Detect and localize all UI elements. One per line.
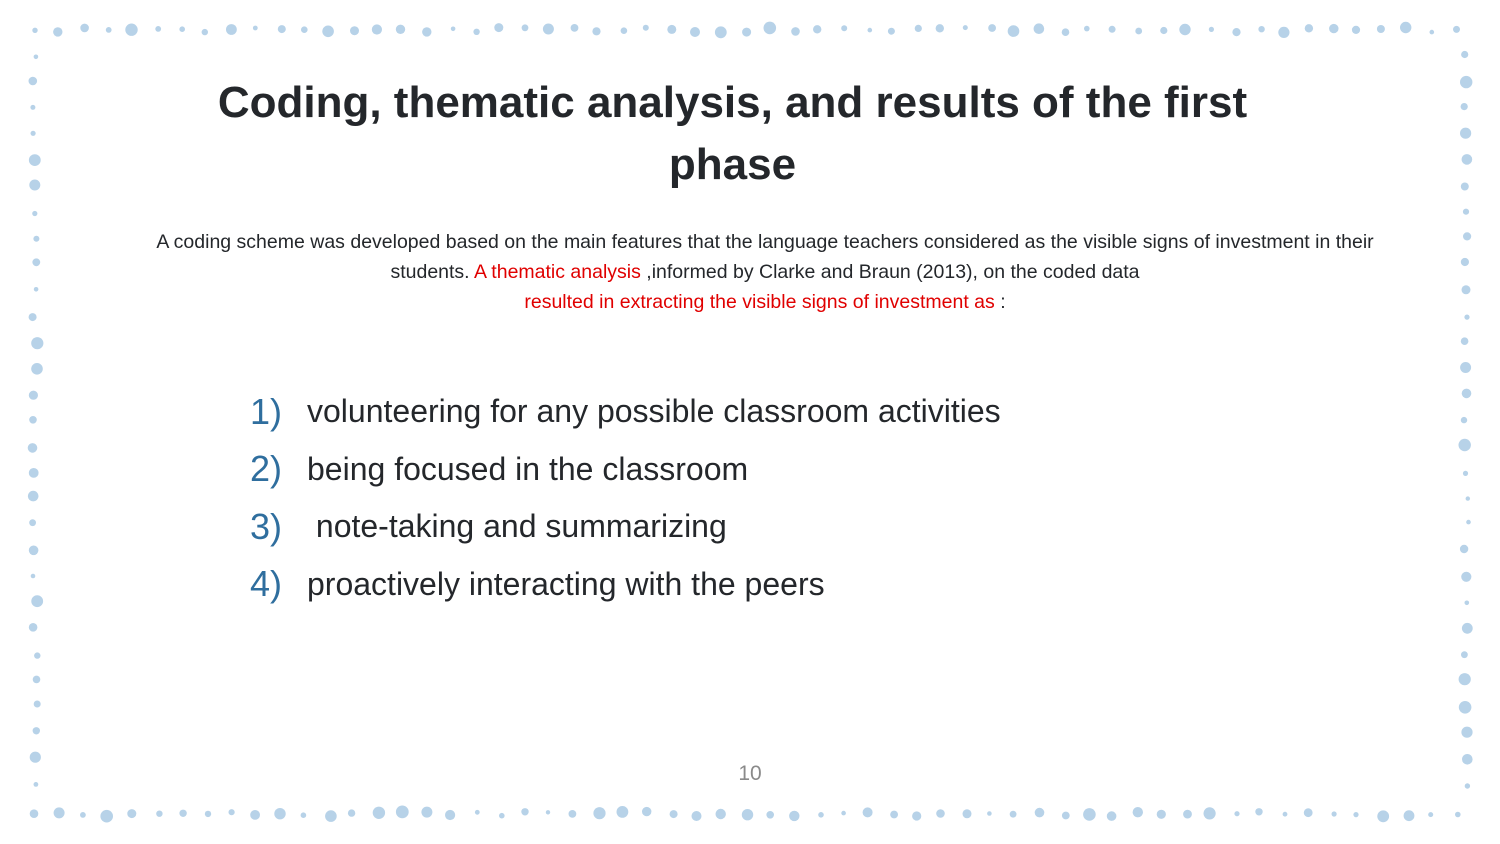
border-dot [521,808,528,815]
border-dot [593,807,605,819]
border-dot [156,811,162,817]
border-dot [29,313,37,321]
border-dot [29,180,40,191]
border-dot [28,491,39,502]
border-dot [226,24,237,35]
intro-paragraph [150,227,1380,317]
border-dot [34,55,39,60]
border-dot [1278,27,1289,38]
border-dot [1461,417,1467,423]
border-dot [32,258,40,266]
border-dot [396,25,405,34]
border-dot [179,26,185,32]
border-dot [80,812,86,818]
border-dot [863,807,873,817]
border-dot [1304,808,1313,817]
border-dot [1283,812,1288,817]
border-dot [1430,30,1435,35]
border-dot [451,27,456,32]
border-dot [569,810,577,818]
border-dot [1465,783,1470,788]
border-dot [1461,103,1468,110]
border-dot [301,26,308,33]
border-dot [1183,810,1192,819]
border-dot [791,27,800,36]
border-dot [643,25,649,31]
border-dot [915,25,922,32]
border-dot [1428,812,1433,817]
border-dot [1461,572,1471,582]
border-dot [988,24,996,32]
border-dot [1460,362,1471,373]
border-dot [499,813,505,819]
border-dot [1460,128,1471,139]
border-dot [253,26,258,31]
intro-highlight-thematic-analysis: A thematic analysis [473,261,641,283]
border-dot [106,27,112,33]
border-dot [1062,28,1070,36]
border-dot [1455,812,1461,818]
border-dot [1463,209,1469,215]
border-dot [325,810,337,822]
border-dot [764,22,777,35]
border-dot [1083,808,1096,821]
border-dot [475,810,480,815]
border-dot [34,782,39,787]
border-dot [1466,520,1471,525]
border-dot [670,810,678,818]
border-dot [1462,754,1473,765]
border-dot [592,27,600,35]
border-dot [1462,285,1471,294]
border-dot [155,26,161,32]
border-dot [350,26,359,35]
list-item-number: 3) [250,505,283,547]
border-dot [1461,337,1469,345]
border-dot [29,623,38,632]
border-dot [34,287,39,292]
border-dot [987,811,992,816]
border-dot [373,807,385,819]
border-dot [30,105,35,110]
border-dot [100,810,113,823]
list-item-number: 1) [250,390,283,432]
border-dot [1463,471,1468,476]
border-dot [1461,258,1469,266]
border-dot [617,806,629,818]
border-dot [1461,51,1468,58]
page-number: 10 [738,762,762,785]
border-dot [1462,154,1473,165]
border-dot [841,25,847,31]
border-dot [936,809,945,818]
border-dot [1461,183,1469,191]
list-item [250,556,1250,614]
border-dot [33,676,41,684]
border-dot [30,809,39,818]
border-dot [29,391,38,400]
border-dot [1400,22,1411,33]
border-dot [473,29,479,35]
border-dot [32,28,37,33]
border-dot [766,811,774,819]
border-dot [1305,24,1313,32]
border-dot [716,809,726,819]
border-dot [912,811,921,820]
border-dot [1010,811,1017,818]
border-dot [494,23,503,32]
border-dot [1377,810,1389,822]
border-dot [1459,673,1471,685]
border-dot [936,24,944,32]
border-dot [274,808,285,819]
intro-text-part-3: ,informed by Clarke and Braun (2013), on the coded data [640,261,1140,283]
list-item [250,383,1250,441]
border-dot [34,701,41,708]
border-dot [1459,439,1471,451]
list-item-text: note-taking and summarizing [307,508,727,545]
border-dot [31,363,43,375]
border-dot [963,809,972,818]
border-dot [445,810,455,820]
border-dot [1466,496,1470,500]
border-dot [1255,808,1262,815]
visible-signs-list [250,383,1250,613]
border-dot [1179,24,1190,35]
border-dot [29,154,41,166]
border-dot [667,25,676,34]
border-dot [32,211,37,216]
border-dot [33,727,40,734]
border-dot [1232,28,1240,36]
list-item-number: 2) [250,448,283,490]
border-dot [868,28,873,33]
border-dot [202,29,208,35]
border-dot [1008,25,1020,37]
border-dot [1459,701,1472,714]
border-dot [127,809,136,818]
border-dot [1234,811,1239,816]
border-dot [571,24,579,32]
border-dot [1462,389,1472,399]
border-dot [1465,601,1470,606]
list-item-text: volunteering for any possible classroom activities [307,393,1001,430]
border-dot [301,812,307,818]
border-dot [690,27,700,37]
border-dot [1035,808,1045,818]
border-dot [33,236,39,242]
border-dot [53,27,62,36]
border-dot [1209,27,1214,32]
border-dot [1377,25,1385,33]
border-dot [372,24,382,34]
intro-text-part-5: : [994,291,1006,313]
border-dot [715,26,727,38]
border-dot [1109,26,1116,33]
slide-title: Coding, thematic analysis, and results of the first phase [217,78,1248,189]
border-dot [179,810,186,817]
border-dot [1464,315,1469,320]
border-dot [1329,24,1338,33]
border-dot [125,24,137,36]
list-item [250,441,1250,499]
border-dot [34,652,40,658]
border-dot [1062,812,1070,820]
border-dot [1352,26,1360,34]
border-dot [205,811,211,817]
border-dot [396,806,409,819]
border-dot [1404,810,1415,821]
border-dot [421,807,432,818]
border-dot [1453,26,1460,33]
border-dot [742,28,751,37]
list-item-number: 4) [250,563,283,605]
border-dot [54,807,65,818]
border-dot [1353,812,1358,817]
border-dot [1332,811,1337,816]
list-item-text: proactively interacting with the peers [307,565,825,602]
border-dot [1461,651,1468,658]
border-dot [29,519,36,526]
border-dot [522,24,529,31]
border-dot [250,810,260,820]
border-dot [813,25,821,33]
border-dot [890,811,898,819]
list-item [250,498,1250,556]
border-dot [692,811,702,821]
border-dot [642,807,651,816]
border-dot [278,25,286,33]
border-dot [1135,28,1142,35]
border-dot [29,416,37,424]
border-dot [1460,76,1472,88]
border-dot [1258,26,1264,32]
border-dot [1084,26,1090,32]
intro-highlight-resulted-in: resulted in extracting the visible signs of investment as [524,291,995,313]
border-dot [1463,232,1471,240]
border-dot [322,26,334,38]
border-dot [30,131,35,136]
border-dot [80,24,89,33]
border-dot [348,809,355,816]
border-dot [818,812,824,818]
border-dot [29,77,38,86]
border-dot [1107,811,1117,821]
intro-text-part-1: A coding scheme was developed based on the main features that the language teachers considered as the visible signs of investment in their students. [156,231,1374,283]
border-dot [1133,807,1143,817]
border-dot [31,574,36,579]
border-dot [1157,810,1166,819]
list-item-text: being focused in the classroom [307,450,749,487]
border-dot [229,809,235,815]
border-dot [1034,23,1045,34]
border-dot [29,546,39,556]
border-dot [543,24,554,35]
border-dot [1204,807,1216,819]
border-dot [621,27,628,34]
border-dot [28,443,38,453]
border-dot [1461,727,1472,738]
border-dot [30,752,41,763]
border-dot [422,27,431,36]
border-dot [1462,623,1473,634]
border-dot [1160,27,1167,34]
border-dot [742,809,753,820]
border-dot [888,28,895,35]
border-dot [963,25,968,30]
border-dot [546,810,550,814]
border-dot [789,811,799,821]
border-dot [29,468,39,478]
border-dot [31,337,43,349]
border-dot [841,811,846,816]
border-dot [1460,545,1468,553]
border-dot [31,595,43,607]
